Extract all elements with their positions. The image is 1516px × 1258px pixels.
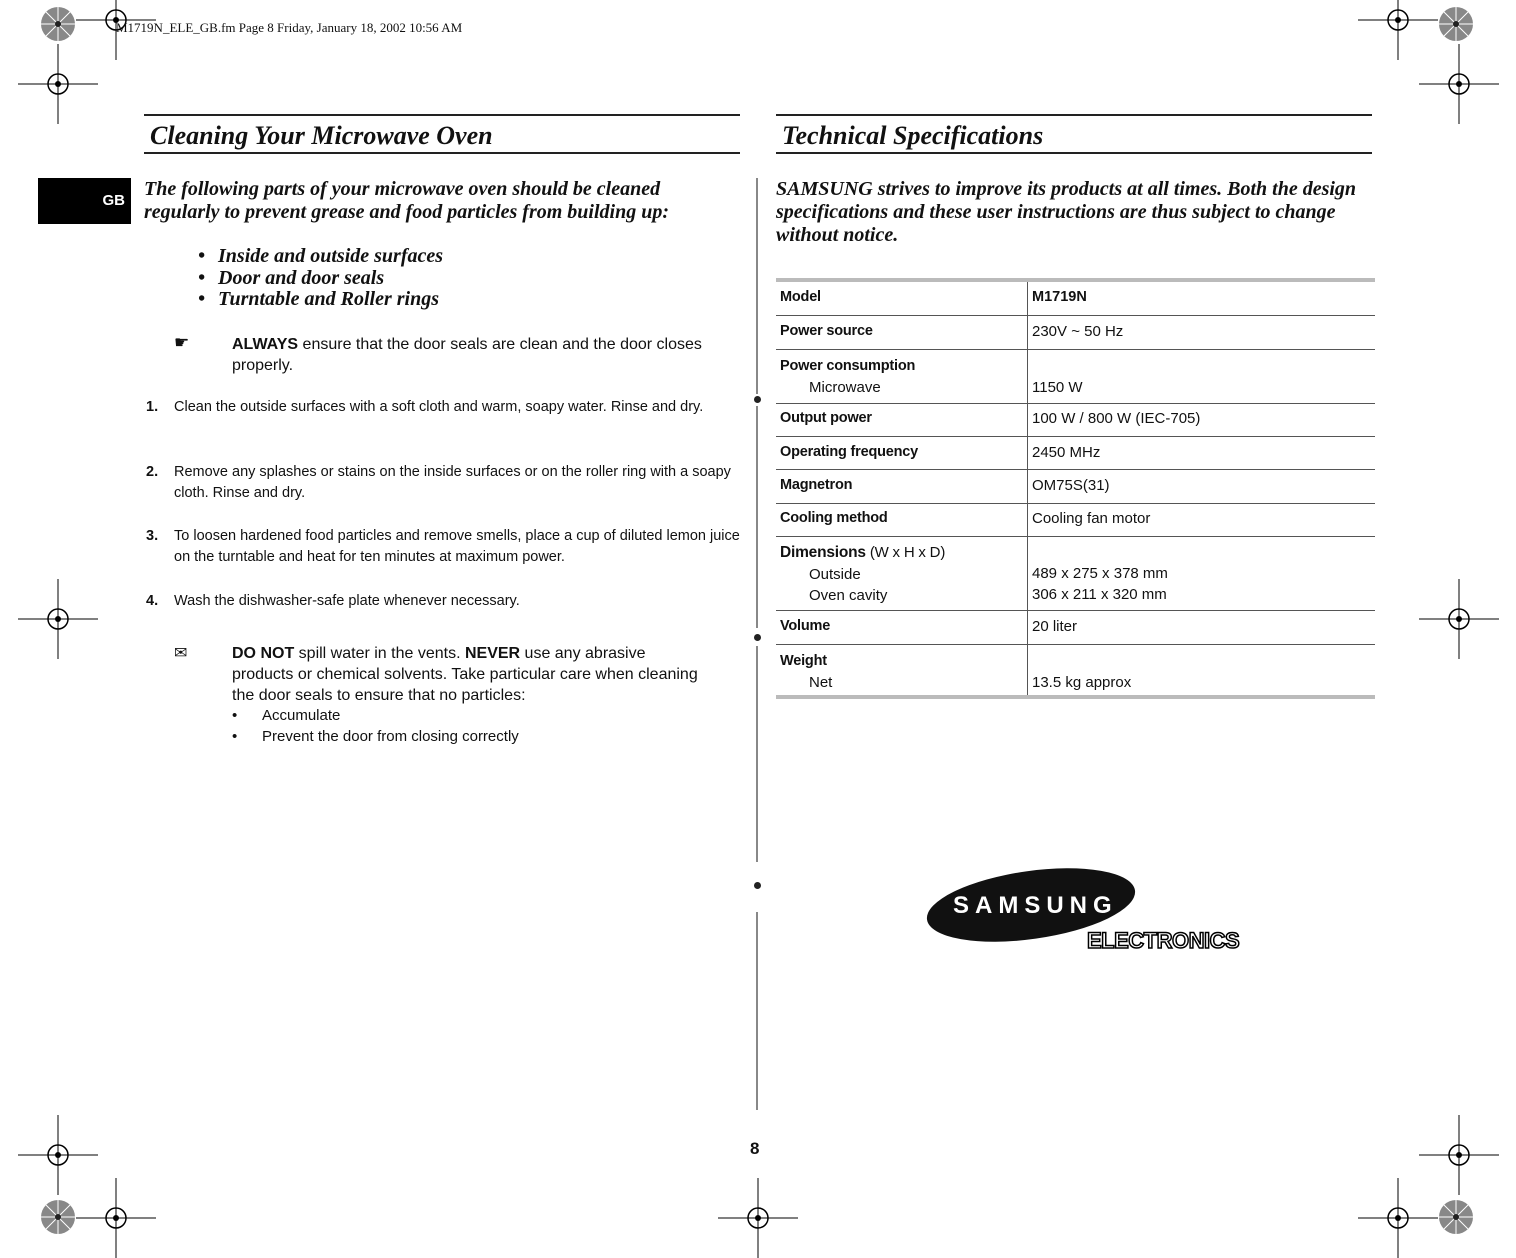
table-row: Magnetron OM75S(31) <box>776 469 1375 503</box>
table-row: Model M1719N <box>776 282 1375 315</box>
cleaning-parts-list <box>198 245 444 311</box>
step-item: 1. Clean the outside surfaces with a soft cloth and warm, soapy water. Rinse and dry. <box>146 399 704 415</box>
specs-intro: SAMSUNG strives to improve its products at all times. Both the design specifications and these user instructions are thus subject to change without notice. <box>776 178 1357 246</box>
list-item: • Prevent the door from closing correctly <box>232 728 519 745</box>
table-row: Cooling method Cooling fan motor <box>776 503 1375 536</box>
step-item: 3. To loosen hardened food particles and remove smells, place a cup of diluted lemon juice on the turntable and heat for ten minutes at maximum power. <box>146 528 740 565</box>
step-item: 2. Remove any splashes or stains on the inside surfaces or on the roller ring with a soapy cloth. Rinse and dry. <box>146 464 731 501</box>
starburst-mark-icon <box>1438 1199 1474 1240</box>
list-item: • Door and door seals <box>198 266 385 289</box>
language-tab: GB <box>38 178 131 224</box>
table-row: Weight Net 13.5 kg approx <box>776 644 1375 695</box>
page-number: 8 <box>750 1139 760 1158</box>
pointing-hand-icon: ☛ <box>174 333 190 352</box>
specs-table <box>776 278 1375 699</box>
starburst-mark-icon <box>40 6 76 47</box>
column-divider <box>756 912 758 1110</box>
file-header-meta: M1719N_ELE_GB.fm Page 8 Friday, January 18, 2002 10:56 AM <box>116 20 463 35</box>
caution-note: DO NOT spill water in the vents. NEVER use any abrasive products or chemical solvents. Take particular care when cleaning the door seals to ensure that no particles: <box>232 645 698 704</box>
table-row: Power source 230V ~ 50 Hz <box>776 315 1375 349</box>
specs-section-title: Technical Specifications <box>776 114 1372 154</box>
column-divider <box>756 178 758 394</box>
starburst-mark-icon <box>40 1199 76 1240</box>
starburst-mark-icon <box>1438 6 1474 47</box>
table-row: Dimensions (W x H x D) Outside Oven cavity 489 x 275 x 378 mm 306 x 211 x 320 mm <box>776 536 1375 610</box>
list-item: • Accumulate <box>232 707 341 724</box>
table-row: Volume 20 liter <box>776 610 1375 644</box>
divider-dot <box>754 396 761 403</box>
cleaning-section-title: Cleaning Your Microwave Oven <box>144 114 740 154</box>
table-row: Operating frequency 2450 MHz <box>776 436 1375 469</box>
door-seal-note: ALWAYS ensure that the door seals are clean and the door closes properly. <box>232 336 702 374</box>
list-item: • Turntable and Roller rings <box>198 288 439 310</box>
cleaning-intro: The following parts of your microwave oven should be cleaned regularly to prevent grease and food particles from building up: <box>144 178 669 223</box>
samsung-logo: SAMSUNG ELECTRONICS <box>925 868 1255 963</box>
list-item: • Inside and outside surfaces <box>198 245 444 267</box>
column-divider <box>756 646 758 862</box>
column-divider <box>756 406 758 628</box>
step-item: 4. Wash the dishwasher-safe plate whenever necessary. <box>146 593 520 609</box>
caution-list <box>232 705 519 747</box>
divider-dot <box>754 882 761 889</box>
divider-dot <box>754 634 761 641</box>
table-row: Power consumption Microwave 1150 W <box>776 349 1375 403</box>
table-row: Output power 100 W / 800 W (IEC-705) <box>776 403 1375 436</box>
caution-icon: ✉ <box>174 645 188 662</box>
